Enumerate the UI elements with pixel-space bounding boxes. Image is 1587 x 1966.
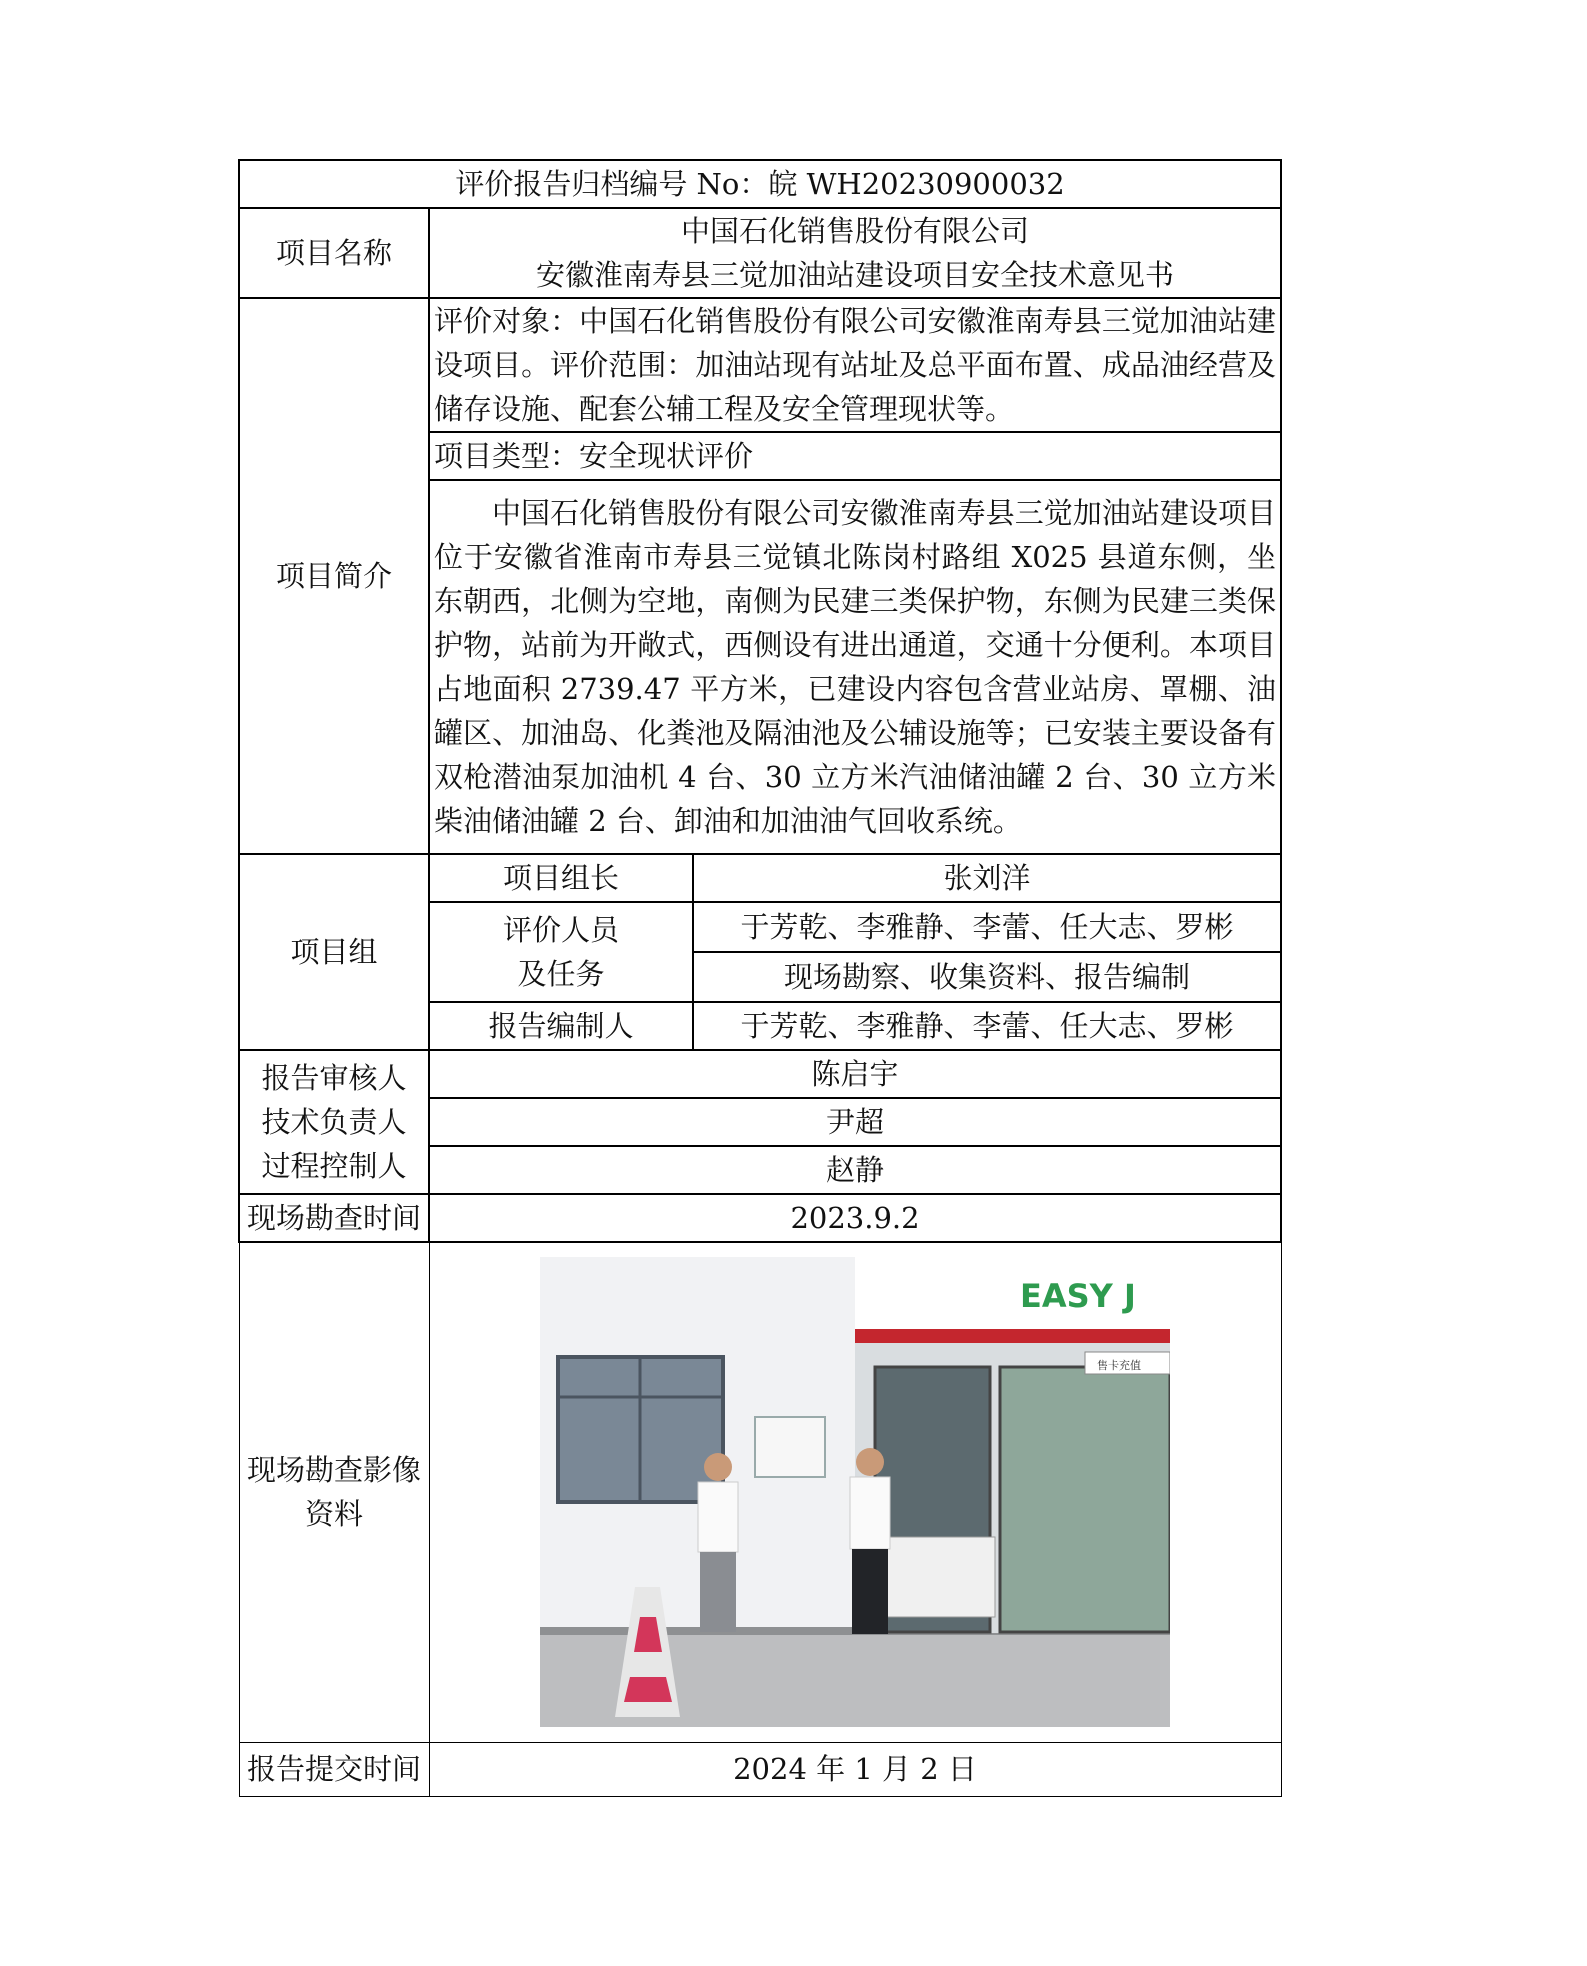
evaluators-label-line1: 评价人员 [502,913,619,947]
process-label: 过程控制人 [261,1149,407,1183]
photo-person1-head [704,1453,732,1481]
team-leader-label: 项目组长 [429,854,693,902]
review-labels [239,1050,429,1194]
submit-time-label: 报告提交时间 [239,1742,429,1796]
photo-person1-pants [700,1552,736,1632]
team-leader: 张刘洋 [693,854,1281,902]
report-table [238,159,1282,1797]
evaluators-label-line2: 及任务 [517,957,605,991]
project-type: 项目类型：安全现状评价 [429,432,1281,480]
photo-sign: EASY J [1020,1277,1136,1316]
photo-person2-head [856,1448,884,1476]
photo-notice [885,1537,995,1617]
tech-lead: 尹超 [429,1098,1281,1146]
compilers: 于芳乾、李雅静、李蕾、任大志、罗彬 [693,1002,1281,1050]
photo-counter-sign: 售卡充值 [1097,1359,1141,1373]
project-name-label: 项目名称 [239,208,429,298]
survey-photo-label-line1: 现场勘查影像 [246,1453,421,1488]
photo-person1-shirt [698,1482,738,1552]
photo-plaque [755,1417,825,1477]
survey-photo-label [239,1242,429,1742]
evaluators-label [429,902,693,1002]
compiler-label: 报告编制人 [429,1002,693,1050]
tech-label: 技术负责人 [261,1105,407,1139]
submit-date: 2024 年 1 月 2 日 [429,1742,1281,1796]
survey-photo-cell [429,1242,1281,1742]
site-photo-illustration [540,1257,1170,1727]
photo-person2-pants [852,1549,888,1634]
process-controller: 赵静 [429,1146,1281,1194]
photo-glass [1000,1367,1170,1632]
evaluator-tasks: 现场勘察、收集资料、报告编制 [693,952,1281,1002]
project-name-line2: 安徽淮南寿县三觉加油站建设项目安全技术意见书 [536,258,1175,292]
project-name-value [429,208,1281,298]
photo-red-band [855,1329,1170,1343]
photo-wrap [434,1247,1277,1737]
survey-time-label: 现场勘查时间 [239,1194,429,1242]
evaluation-scope: 评价对象：中国石化销售股份有限公司安徽淮南寿县三觉加油站建设项目。评价范围：加油站现有站址及总平面布置、成品油经营及储存设施、配套公辅工程及安全管理现状等。 [429,298,1281,432]
survey-time: 2023.9.2 [429,1194,1281,1242]
team-label: 项目组 [239,854,429,1050]
reviewer: 陈启宇 [429,1050,1281,1098]
survey-photo-label-line2: 资料 [304,1497,363,1532]
photo-person2-shirt [850,1477,890,1549]
project-description [429,480,1281,854]
reviewer-label: 报告审核人 [261,1061,407,1095]
evaluators: 于芳乾、李雅静、李蕾、任大志、罗彬 [693,902,1281,952]
project-description-text: 中国石化销售股份有限公司安徽淮南寿县三觉加油站建设项目位于安徽省淮南市寿县三觉镇北陈岗村路组 X025 县道东侧，坐东朝西，北侧为空地，南侧为民建三类保护物，东侧为民建三类保护物，站前为开敞式，西侧设有进出通道，交通十分便利。本项目占地面积 2739.47 平方米，已建设内容包含营业站房、罩棚、油罐区、加油岛、化粪池及隔油池及公辅设施等；已安装主要设备有双枪潜油泵加油机 4 台、30 立方米汽油储油罐 2 台、30 立方米柴油储油罐 2 台、卸油和加油油气回收系统。 [434,496,1277,838]
archive-number: 评价报告归档编号 No：皖 WH20230900032 [239,160,1281,208]
project-name-line1: 中国石化销售股份有限公司 [681,214,1030,248]
intro-label: 项目简介 [239,298,429,854]
site-photo [540,1257,1170,1727]
